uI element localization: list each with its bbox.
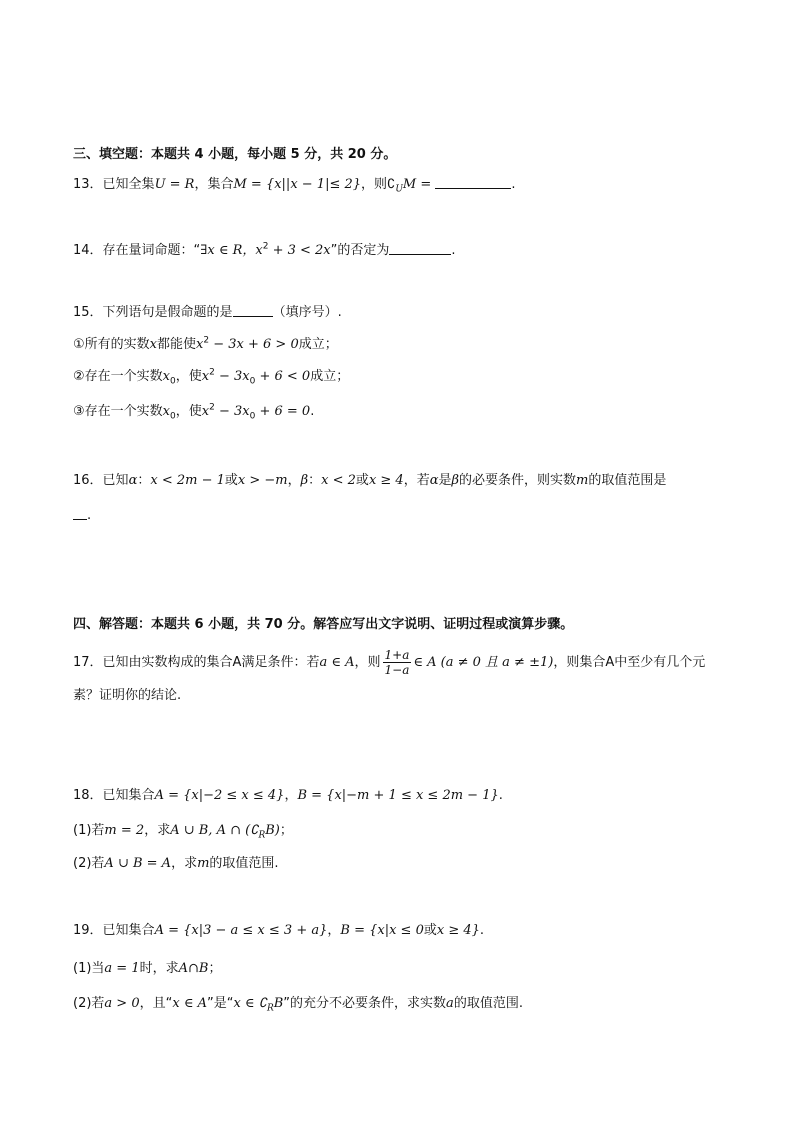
q18-p2-text: ，求 — [171, 856, 198, 871]
q18-number: 18． — [73, 788, 103, 803]
q16-text-d: 的必要条件，则实数 — [459, 473, 577, 488]
q16-math-2: x > −m — [237, 473, 288, 488]
q16-end: . — [87, 508, 92, 523]
q16-colon-2: ： — [308, 473, 322, 488]
q19-p2-math-2: x ∈ A — [172, 996, 207, 1011]
q15-opt2-sub: 0 — [170, 376, 176, 387]
q18-p1-math-2: A ∪ B, A ∩ (∁ — [170, 823, 259, 838]
q19-math-set-a: A = {x|3 − a ≤ x ≤ 3 + a} — [154, 923, 328, 938]
q15-opt2-var: x — [162, 369, 170, 384]
q14-math-b: + 3 < 2x — [268, 243, 331, 258]
q18-p2-math: A ∪ B = A — [104, 856, 172, 871]
q15-number: 15． — [73, 305, 103, 320]
q16-beta: β — [300, 473, 309, 488]
q15-opt3-sub2: 0 — [249, 411, 256, 422]
q17-frac-numerator: 1+a — [384, 648, 410, 662]
q18-math-set-a: A = {x|−2 ≤ x ≤ 4} — [154, 788, 285, 803]
q17-fraction — [383, 648, 412, 677]
q17-math-1: a ∈ A — [319, 655, 355, 670]
q16-alpha-2: α — [429, 473, 439, 488]
q18-p1-math-3: B) — [265, 823, 280, 838]
section-3-heading — [73, 146, 754, 164]
q14-end: . — [451, 243, 456, 258]
q19-p2-math-4: B — [273, 996, 284, 1011]
q13-text-c: ，则 — [361, 177, 388, 192]
q15-opt2-text-b: ，使 — [175, 369, 202, 384]
q17-text-c: ，则集合A中至少有几个元 — [553, 655, 706, 670]
q17-frac-denominator: 1−a — [384, 663, 410, 677]
q18-part-1 — [73, 822, 754, 840]
q13-math-set-m: M = {x||x − 1|≤ 2} — [233, 177, 362, 192]
q14-math-a: ∃x ∈ R，x — [200, 243, 263, 258]
question-14 — [73, 241, 754, 260]
q14-text-b: ”的否定为 — [330, 243, 390, 258]
q15-opt3-sub: 0 — [170, 411, 176, 422]
q16-or-1: 或 — [224, 473, 238, 488]
q16-alpha: α — [128, 473, 138, 488]
question-13 — [73, 175, 754, 194]
q15-option-3 — [73, 403, 754, 421]
q18-p1-math: m = 2 — [104, 823, 145, 838]
q16-or-2: 或 — [355, 473, 369, 488]
q19-p2-math-3: x ∈ ∁ — [233, 996, 267, 1011]
q19-p2-var: a — [446, 996, 454, 1011]
q19-p1-label: (1)当 — [73, 961, 105, 976]
q19-math-set-b: B = {x|x ≤ 0 — [340, 923, 424, 938]
q18-p2-label: (2)若 — [73, 856, 105, 871]
q16-text-c: 是 — [438, 473, 452, 488]
question-17 — [73, 648, 754, 677]
q15-opt1-math-b: − 3x + 6 > 0 — [209, 337, 299, 352]
q15-opt3-math-b: − 3x — [214, 404, 250, 419]
q16-beta-2: β — [451, 473, 460, 488]
q15-opt3-math-c: + 6 = 0 — [255, 404, 311, 419]
q19-p1-math: a = 1 — [104, 961, 140, 976]
q16-math-4: x ≥ 4 — [368, 473, 404, 488]
q16-math-3: x < 2 — [321, 473, 356, 488]
question-18 — [73, 787, 754, 805]
q16-math-1: x < 2m − 1 — [150, 473, 225, 488]
q15-opt2-math-b: − 3x — [214, 369, 250, 384]
q18-math-set-b: B = {x|−m + 1 ≤ x ≤ 2m − 1} — [297, 788, 499, 803]
q17-math-2: ∈ A — [413, 655, 437, 670]
q19-or: 或 — [423, 923, 437, 938]
q14-text-a: 存在量词命题：“ — [102, 243, 201, 258]
q17-text-a: 已知由实数构成的集合A满足条件：若 — [102, 655, 320, 670]
question-16 — [73, 472, 754, 490]
q18-p1-text: ，求 — [144, 823, 171, 838]
q17-text-d: 素？证明你的结论. — [73, 688, 182, 703]
q17-number: 17． — [73, 655, 103, 670]
q17-text-b: ，则 — [354, 655, 381, 670]
q13-number: 13． — [73, 177, 103, 192]
q13-answer-blank[interactable] — [435, 175, 511, 189]
q15-opt1-text-b: 都能使 — [157, 337, 197, 352]
q15-opt2-sub2: 0 — [249, 376, 256, 387]
q15-text: 下列语句是假命题的是 — [102, 305, 233, 320]
q13-text-b: ，集合 — [194, 177, 234, 192]
q19-p1-text: 时，求 — [139, 961, 179, 976]
section-4-heading — [73, 616, 754, 634]
q15-opt3-end: . — [310, 404, 315, 419]
section-4-title: 四、解答题：本题共 6 小题，共 70 分。解答应写出文字说明、证明过程或演算步骤。 — [73, 617, 574, 632]
q19-p1-end: ； — [208, 961, 222, 976]
q19-p2-text-3: ”的充分不必要条件，求实数 — [283, 996, 447, 1011]
q15-opt3-text-b: ，使 — [175, 404, 202, 419]
q16-text-a: 已知 — [102, 473, 129, 488]
q15-option-2 — [73, 368, 754, 386]
q15-opt2-end: 成立； — [310, 369, 350, 384]
q16-answer-blank[interactable] — [73, 506, 87, 520]
q18-p2-var: m — [197, 856, 210, 871]
q18-p1-end: ； — [279, 823, 293, 838]
q13-end: . — [511, 177, 516, 192]
question-19 — [73, 922, 754, 940]
q19-part-1 — [73, 960, 754, 978]
q17-line-2 — [73, 687, 754, 705]
q13-complement-symbol: ∁ — [387, 177, 396, 192]
q19-p2-label: (2)若 — [73, 996, 105, 1011]
q13-complement-sub: U — [395, 184, 403, 195]
q15-answer-blank[interactable] — [233, 303, 273, 317]
q15-opt3-sup: 2 — [209, 402, 215, 413]
q15-opt1-math-a: x — [196, 337, 204, 352]
q16-line-2 — [73, 506, 754, 525]
q19-p2-text-2: ”是“ — [206, 996, 234, 1011]
q19-p2-sub: R — [266, 1003, 274, 1014]
q15-tail: （填序号）. — [272, 305, 342, 320]
q16-var-m: m — [576, 473, 589, 488]
q16-number: 16． — [73, 473, 103, 488]
q17-condition: (a ≠ 0 且 a ≠ ±1) — [440, 655, 554, 670]
section-3-title: 三、填空题：本题共 4 小题，每小题 5 分，共 20 分。 — [73, 147, 397, 162]
q18-p1-label: (1)若 — [73, 823, 105, 838]
q16-comma-1: ， — [287, 473, 301, 488]
q19-p2-end: 的取值范围. — [453, 996, 523, 1011]
q13-math-complement: M = — [402, 177, 432, 192]
q19-end: . — [479, 923, 485, 938]
question-15 — [73, 303, 754, 322]
q18-p1-sub: R — [258, 830, 266, 841]
q14-answer-blank[interactable] — [389, 241, 451, 255]
q13-text-a: 已知全集 — [102, 177, 155, 192]
q19-p1-math-2: A∩B — [178, 961, 209, 976]
q15-opt1-text-a: ①所有的实数 — [73, 337, 150, 352]
q15-opt1-sup: 2 — [203, 335, 210, 346]
q19-number: 19． — [73, 923, 103, 938]
q15-opt1-end: 成立； — [298, 337, 338, 352]
q15-opt1-var: x — [149, 337, 157, 352]
q18-text-a: 已知集合 — [102, 788, 155, 803]
q16-text-e: 的取值范围是 — [588, 473, 667, 488]
q14-sup: 2 — [262, 241, 269, 252]
q19-text-a: 已知集合 — [102, 923, 155, 938]
q16-colon-1: ： — [137, 473, 151, 488]
q18-sep: ， — [284, 788, 298, 803]
q15-opt2-sup: 2 — [209, 367, 215, 378]
q13-math-universe: U = R — [154, 177, 195, 192]
q18-p2-end: 的取值范围. — [209, 856, 279, 871]
q18-part-2 — [73, 855, 754, 873]
q15-opt3-math-a: x — [201, 404, 210, 419]
q14-number: 14． — [73, 243, 103, 258]
q16-text-b: ，若 — [403, 473, 430, 488]
q19-part-2 — [73, 995, 754, 1013]
q18-end: . — [498, 788, 503, 803]
q15-option-1 — [73, 336, 754, 354]
q15-opt3-text-a: ③存在一个实数 — [73, 404, 163, 419]
q15-opt3-var: x — [162, 404, 170, 419]
q19-p2-text: ，且“ — [139, 996, 173, 1011]
q19-math-set-b2: x ≥ 4} — [436, 923, 480, 938]
q19-sep: ， — [327, 923, 341, 938]
q15-opt2-text-a: ②存在一个实数 — [73, 369, 163, 384]
q19-p2-math: a > 0 — [104, 996, 140, 1011]
q15-opt2-math-c: + 6 < 0 — [255, 369, 311, 384]
q15-opt2-math-a: x — [201, 369, 210, 384]
